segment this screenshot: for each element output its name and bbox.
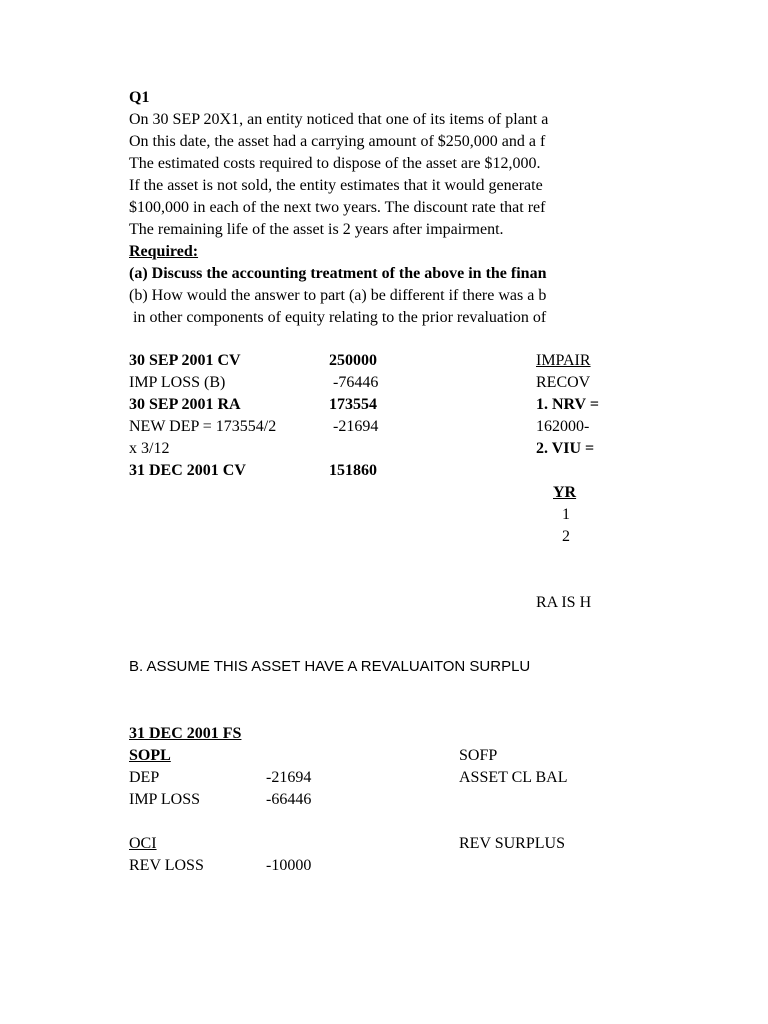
oci-label: REV LOSS	[129, 857, 204, 874]
impairment-heading: IMPAIR	[536, 352, 591, 369]
oci-value: -10000	[266, 857, 312, 874]
working-label: 30 SEP 2001 RA	[129, 396, 241, 413]
working-value: 151860	[329, 462, 377, 479]
sofp-rev-surplus-label: REV SURPLUS	[459, 835, 565, 852]
fs-title: 31 DEC 2001 FS	[129, 725, 242, 742]
part-b-text: (b) How would the answer to part (a) be different if there was a b	[129, 287, 547, 304]
viu-label: 2. VIU =	[536, 440, 595, 457]
recoverable-amount-label: RECOV	[536, 374, 591, 391]
working-label: IMP LOSS (B)	[129, 374, 226, 391]
working-label: x 3/12	[129, 440, 170, 457]
sofp-header: SOFP	[459, 747, 498, 764]
year-value: 2	[562, 528, 570, 545]
nrv-calculation: 162000-	[536, 418, 590, 435]
working-value: 250000	[329, 352, 377, 369]
year-value: 1	[562, 506, 570, 523]
question-number: Q1	[129, 89, 150, 106]
question-line: $100,000 in each of the next two years. The discount rate that ref	[129, 199, 546, 216]
question-line: On this date, the asset had a carrying amount of $250,000 and a f	[129, 133, 546, 150]
working-value: 173554	[329, 396, 377, 413]
ra-note: RA IS H	[536, 594, 592, 611]
sofp-asset-label: ASSET CL BAL	[459, 769, 568, 786]
sopl-label: DEP	[129, 769, 160, 786]
sopl-value: -21694	[266, 769, 312, 786]
sopl-value: -66446	[266, 791, 312, 808]
working-value: -21694	[333, 418, 379, 435]
question-line: On 30 SEP 20X1, an entity noticed that one of its items of plant a	[129, 111, 549, 128]
part-b-text-continued: in other components of equity relating to the prior revaluation of	[129, 309, 547, 326]
question-line: The remaining life of the asset is 2 years after impairment.	[129, 221, 504, 238]
required-label: Required:	[129, 243, 199, 260]
part-a-text: (a) Discuss the accounting treatment of the above in the finan	[129, 265, 547, 282]
question-line: The estimated costs required to dispose of the asset are $12,000.	[129, 155, 541, 172]
sopl-label: IMP LOSS	[129, 791, 200, 808]
part-b-assumption: B. ASSUME THIS ASSET HAVE A REVALUAITON SURPLU	[129, 658, 531, 675]
working-value: -76446	[333, 374, 379, 391]
oci-header: OCI	[129, 835, 157, 852]
working-label: NEW DEP = 173554/2	[129, 418, 277, 435]
nrv-label: 1. NRV =	[536, 396, 599, 413]
working-label: 30 SEP 2001 CV	[129, 352, 241, 369]
question-line: If the asset is not sold, the entity estimates that it would generate	[129, 177, 543, 194]
working-label: 31 DEC 2001 CV	[129, 462, 246, 479]
sopl-header: SOPL	[129, 747, 171, 764]
year-header: YR	[553, 484, 577, 501]
